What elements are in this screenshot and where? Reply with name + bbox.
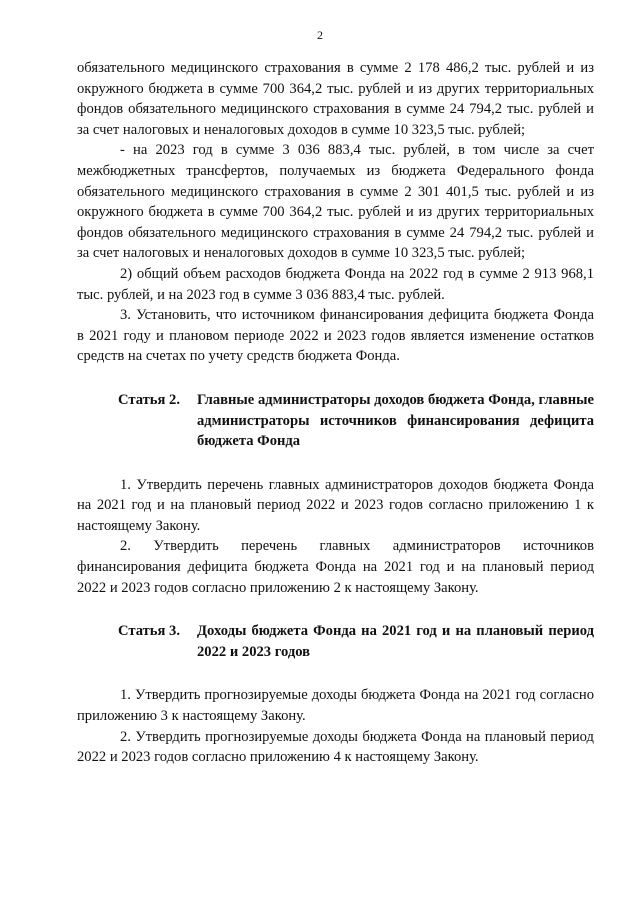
article-3-paragraph-1: 1. Утвердить прогнозируемые доходы бюджета Фонда на 2021 год согласно приложению 3 к настоящему Закону.: [77, 687, 594, 725]
article-2-paragraph-1: 1. Утвердить перечень главных администраторов доходов бюджета Фонда на 2021 год и на плановый период 2022 и 2023 годов согласно приложению 1 к настоящему Закону.: [77, 476, 594, 534]
paragraph-deficit-source: 3. Установить, что источником финансирования дефицита бюджета Фонда в 2021 году и плановом периоде 2022 и 2023 годов является изменение остатков средств на счетах по учету средств бюджета Фонда.: [77, 307, 594, 365]
article-2-paragraph-2: 2. Утвердить перечень главных администраторов источников финансирования дефицита бюджета Фонда на 2021 год и на плановый период 2022 и 2023 годов согласно приложению 2 к настоящему Закону.: [77, 538, 594, 596]
article-3-heading: [77, 621, 594, 662]
document-body: [77, 58, 594, 768]
article-3-label: Статья 3.: [118, 623, 180, 640]
article-2-heading: [77, 390, 594, 452]
paragraph-budget-2022-income-continued: обязательного медицинского страхования в сумме 2 178 486,2 тыс. рублей и из окружного бюджета в сумме 700 364,2 тыс. рублей и из других территориальных фондов обязательного медицинского страхования в сумме 24 794,2 тыс. рублей и за счет налоговых и неналоговых доходов в сумме 10 323,5 тыс. рублей;: [77, 60, 594, 138]
article-2-label: Статья 2.: [118, 391, 180, 408]
page-number: 2: [317, 28, 323, 42]
paragraph-expenses-total: 2) общий объем расходов бюджета Фонда на 2022 год в сумме 2 913 968,1 тыс. рублей, и на 2023 год в сумме 3 036 883,4 тыс. рублей.: [77, 265, 594, 303]
paragraph-budget-2023-income: - на 2023 год в сумме 3 036 883,4 тыс. рублей, в том числе за счет межбюджетных трансфертов, получаемых из бюджета Федерального фонда обязательного медицинского страхования в сумме 2 301 401,5 тыс. рублей и из окружного бюджета в сумме 700 364,2 тыс. рублей и из других территориальных фондов обязательного медицинского страхования в сумме 24 794,2 тыс. рублей и за счет налоговых и неналоговых доходов в сумме 10 323,5 тыс. рублей;: [77, 142, 594, 262]
article-3-title: Доходы бюджета Фонда на 2021 год и на плановый период 2022 и 2023 годов: [197, 623, 594, 660]
article-3-paragraph-2: 2. Утвердить прогнозируемые доходы бюджета Фонда на плановый период 2022 и 2023 годов согласно приложению 4 к настоящему Закону.: [77, 728, 594, 766]
article-2-title: Главные администраторы доходов бюджета Фонда, главные администраторы источников финансирования дефицита бюджета Фонда: [197, 391, 594, 450]
